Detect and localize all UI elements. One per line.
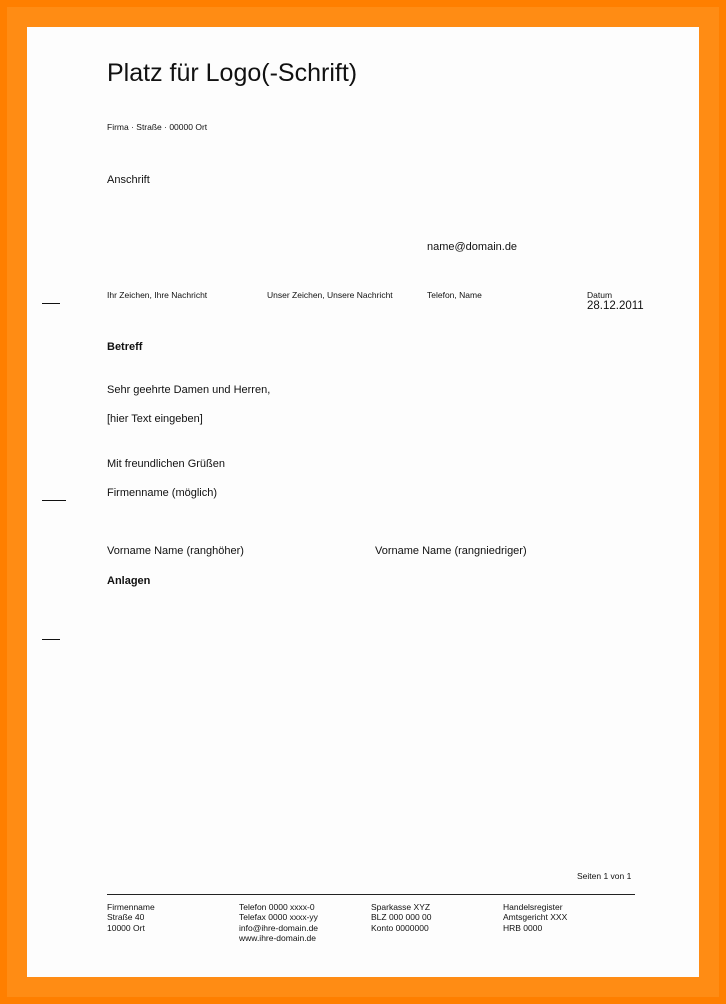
footer-text: HRB 0000: [503, 922, 543, 933]
logo-placeholder: Platz für Logo(-Schrift): [107, 59, 358, 87]
footer-column-bank: [371, 902, 432, 933]
subject-line: Betreff: [107, 341, 143, 353]
footer-text: info@ihre-domain.de: [239, 922, 319, 933]
ref-our-reference: Unser Zeichen, Unsere Nachricht: [267, 290, 393, 300]
closing-greeting: Mit freundlichen Grüßen: [107, 458, 225, 470]
footer-divider: [107, 894, 635, 895]
recipient-address-label: Anschrift: [107, 174, 150, 186]
fold-mark-top: [42, 303, 60, 304]
footer-text: 10000 Ort: [107, 922, 145, 933]
body-placeholder: [hier Text eingeben]: [107, 413, 203, 425]
signatory-left: Vorname Name (ranghöher): [107, 545, 244, 557]
fold-mark-bottom: [42, 639, 60, 640]
footer-text: Telefon 0000 xxxx-0: [239, 902, 315, 912]
footer-text: www.ihre-domain.de: [239, 932, 317, 943]
footer-text: Sparkasse XYZ: [371, 902, 431, 912]
letter-page: [27, 27, 699, 977]
sender-return-line: Firma · Straße · 00000 Ort: [107, 122, 208, 132]
page-count: Seiten 1 von 1: [577, 871, 632, 881]
footer-text: BLZ 000 000 00: [371, 912, 432, 923]
footer-column-company: [107, 902, 155, 933]
signatory-right: Vorname Name (rangniedriger): [375, 545, 527, 557]
footer-column-register: [503, 902, 567, 933]
salutation: Sehr geehrte Damen und Herren,: [107, 384, 271, 396]
sender-email: name@domain.de: [427, 241, 518, 253]
ref-date-label: Datum: [587, 290, 613, 300]
attachments-heading: Anlagen: [107, 575, 151, 587]
footer-text: Handelsregister: [503, 902, 563, 912]
footer-text: Konto 0000000: [371, 922, 429, 933]
ref-your-reference: Ihr Zeichen, Ihre Nachricht: [107, 290, 208, 300]
company-signature: Firmenname (möglich): [107, 487, 218, 499]
hole-punch-mark: [42, 500, 66, 501]
footer-text: Straße 40: [107, 912, 145, 923]
date-value: 28.12.2011: [587, 300, 644, 312]
footer-column-contact: [239, 902, 318, 943]
ref-phone-name: Telefon, Name: [427, 290, 482, 300]
footer-text: Firmenname: [107, 902, 155, 912]
footer-text: Telefax 0000 xxxx-yy: [239, 912, 318, 923]
footer-text: Amtsgericht XXX: [503, 912, 568, 923]
